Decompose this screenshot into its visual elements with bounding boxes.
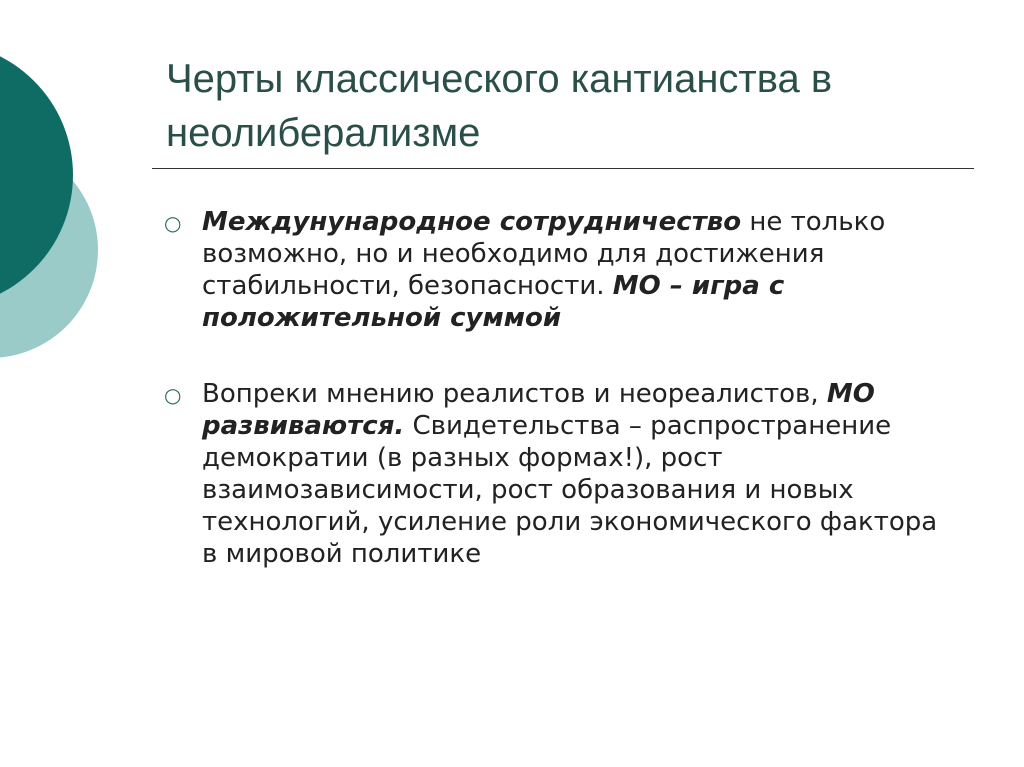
- bullet-emphasis: Междунународное сотрудничество: [202, 207, 742, 237]
- slide-title: Черты классического кантианства в неолиберализме: [166, 57, 833, 155]
- bullet-item: [164, 378, 954, 570]
- bullet-text: Вопреки мнению реалистов и неореалистов,: [202, 379, 827, 409]
- bullet-emphasis: МО развиваются.: [202, 379, 875, 441]
- bullet-circle-icon: ○: [164, 383, 182, 407]
- bullet-item: [164, 206, 954, 334]
- bullet-circle-icon: ○: [164, 211, 182, 235]
- bullet-text: Свидетельства – распространение демократии (в разных формах!), рост взаимозависимости, рост образования и новых технологий, усиление роли экономического фактора в мировой политике: [202, 411, 938, 569]
- bullet-emphasis: МО – игра с положительной суммой: [202, 271, 785, 333]
- bullet-text: не только возможно, но и необходимо для достижения стабильности, безопасности.: [202, 207, 886, 301]
- title-divider: [152, 168, 974, 169]
- decorative-circles: [0, 0, 130, 420]
- bullet-list: [164, 206, 954, 570]
